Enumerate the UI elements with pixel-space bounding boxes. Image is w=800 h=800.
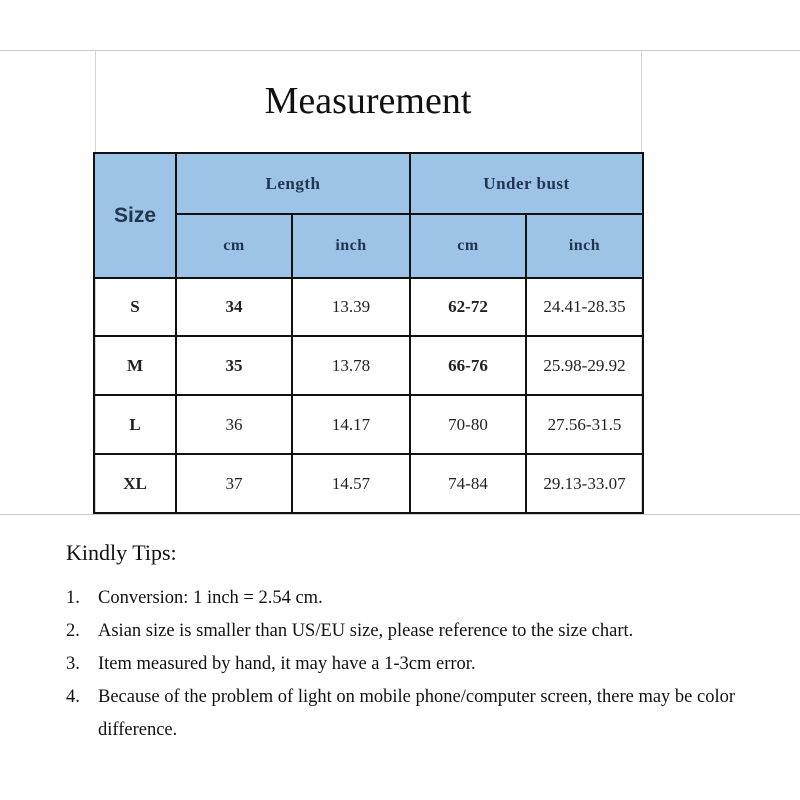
tip-text: Asian size is smaller than US/EU size, please reference to the size chart. [98, 621, 634, 641]
measurement-title-box [95, 50, 641, 152]
size-cell: L [94, 395, 176, 454]
tip-number: 4. [66, 687, 80, 707]
size-table [93, 152, 644, 514]
length-cm-cell: 35 [176, 336, 292, 395]
underbust-cm-header: cm [410, 214, 526, 278]
table-row [94, 454, 643, 513]
length-cm-cell: 34 [176, 278, 292, 336]
length-inch-cell: 13.78 [292, 336, 410, 395]
size-column-header: Size [94, 153, 176, 278]
underbust-cm-cell: 66-76 [410, 336, 526, 395]
list-item [66, 648, 796, 681]
length-cm-header: cm [176, 214, 292, 278]
tip-text: Item measured by hand, it may have a 1-3cm error. [98, 654, 476, 674]
underbust-inch-cell: 25.98-29.92 [526, 336, 643, 395]
size-cell: M [94, 336, 176, 395]
underbust-cm-cell: 74-84 [410, 454, 526, 513]
tip-text: Because of the problem of light on mobile phone/computer screen, there may be color difference. [98, 687, 736, 740]
underbust-inch-header: inch [526, 214, 643, 278]
tip-number: 3. [66, 654, 80, 674]
bottom-divider [0, 514, 800, 515]
tip-text: Conversion: 1 inch = 2.54 cm. [98, 588, 323, 608]
length-cm-cell: 37 [176, 454, 292, 513]
underbust-cm-cell: 62-72 [410, 278, 526, 336]
tip-number: 1. [66, 588, 80, 608]
table-row [94, 278, 643, 336]
tip-number: 2. [66, 621, 80, 641]
underbust-cm-cell: 70-80 [410, 395, 526, 454]
size-cell: S [94, 278, 176, 336]
tips-list [66, 582, 796, 747]
table-row [94, 336, 643, 395]
underbust-inch-cell: 24.41-28.35 [526, 278, 643, 336]
underbust-group-header: Under bust [410, 153, 643, 214]
page-title: Measurement [264, 80, 472, 122]
underbust-inch-cell: 27.56-31.5 [526, 395, 643, 454]
list-item [66, 615, 796, 648]
length-inch-cell: 14.57 [292, 454, 410, 513]
length-group-header: Length [176, 153, 410, 214]
list-item [66, 681, 796, 747]
tips-heading: Kindly Tips: [66, 540, 177, 565]
length-inch-cell: 13.39 [292, 278, 410, 336]
size-cell: XL [94, 454, 176, 513]
list-item [66, 582, 796, 615]
length-inch-cell: 14.17 [292, 395, 410, 454]
underbust-inch-cell: 29.13-33.07 [526, 454, 643, 513]
length-inch-header: inch [292, 214, 410, 278]
table-row [94, 395, 643, 454]
kindly-tips-section [66, 540, 796, 747]
length-cm-cell: 36 [176, 395, 292, 454]
